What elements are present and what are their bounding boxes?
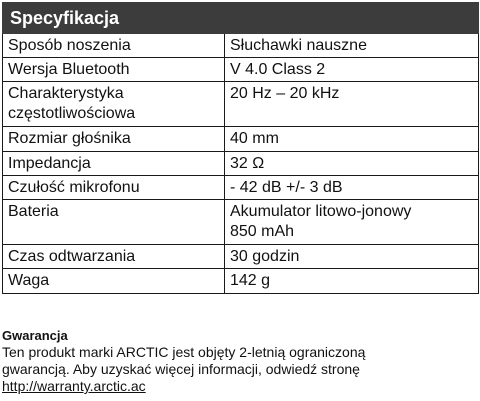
row-value: - 42 dB +/- 3 dB bbox=[225, 176, 479, 200]
table-row bbox=[3, 152, 479, 176]
warranty-section bbox=[2, 328, 478, 396]
table-row bbox=[3, 269, 479, 294]
table-row bbox=[3, 82, 479, 127]
table-header: Specyfikacja bbox=[3, 3, 479, 34]
row-label: Charakterystyka częstotliwościowa bbox=[3, 82, 225, 127]
warranty-link[interactable]: http://warranty.arctic.ac bbox=[2, 378, 146, 394]
row-label: Czas odtwarzania bbox=[3, 245, 225, 269]
row-label: Wersja Bluetooth bbox=[3, 58, 225, 82]
table-row bbox=[3, 176, 479, 200]
row-value: Słuchawki nauszne bbox=[225, 34, 479, 58]
row-label: Bateria bbox=[3, 200, 225, 245]
table-row bbox=[3, 58, 479, 82]
row-label: Waga bbox=[3, 269, 225, 294]
row-value: V 4.0 Class 2 bbox=[225, 58, 479, 82]
table-row bbox=[3, 245, 479, 269]
row-value: 30 godzin bbox=[225, 245, 479, 269]
row-value: Akumulator litowo-jonowy 850 mAh bbox=[225, 200, 479, 245]
row-value: 32 Ω bbox=[225, 152, 479, 176]
warranty-title: Gwarancja bbox=[2, 328, 68, 343]
table-row bbox=[3, 34, 479, 58]
warranty-text-line-2: gwarancją. Aby uzyskać więcej informacji, odwiedź stronę bbox=[2, 361, 360, 377]
table-row bbox=[3, 127, 479, 152]
row-value: 40 mm bbox=[225, 127, 479, 152]
row-value: 20 Hz – 20 kHz bbox=[225, 82, 479, 127]
row-label: Sposób noszenia bbox=[3, 34, 225, 58]
row-label: Czułość mikrofonu bbox=[3, 176, 225, 200]
warranty-text-line-1: Ten produkt marki ARCTIC jest objęty 2-letnią ograniczoną bbox=[2, 344, 366, 360]
row-value: 142 g bbox=[225, 269, 479, 294]
specification-table bbox=[2, 2, 479, 294]
row-label: Impedancja bbox=[3, 152, 225, 176]
table-row bbox=[3, 200, 479, 245]
row-label: Rozmiar głośnika bbox=[3, 127, 225, 152]
